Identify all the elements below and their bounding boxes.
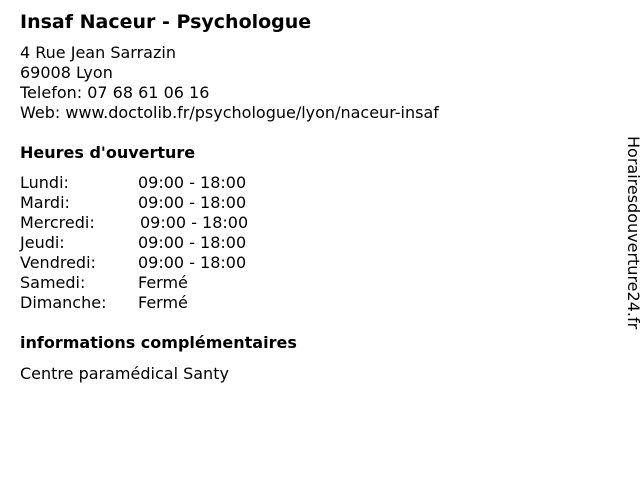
day-label: Dimanche: <box>20 293 107 312</box>
day-label: Vendredi: <box>20 253 96 272</box>
city-address: 69008 Lyon <box>20 63 113 82</box>
phone-number: Telefon: 07 68 61 06 16 <box>20 83 210 102</box>
hours-value: 09:00 - 18:00 <box>138 173 247 192</box>
day-label: Mercredi: <box>20 213 95 232</box>
day-label: Mardi: <box>20 193 70 212</box>
street-address: 4 Rue Jean Sarrazin <box>20 43 176 62</box>
hours-value: Fermé <box>138 273 188 292</box>
hours-value: 09:00 - 18:00 <box>140 213 249 232</box>
hours-value: 09:00 - 18:00 <box>138 253 247 272</box>
site-watermark: Horairesdouverture24.fr <box>624 136 643 330</box>
day-label: Jeudi: <box>20 233 65 252</box>
hours-value: 09:00 - 18:00 <box>138 233 247 252</box>
opening-hours-heading: Heures d'ouverture <box>20 143 196 162</box>
day-label: Lundi: <box>20 173 69 192</box>
business-name: Insaf Naceur - Psychologue <box>20 11 312 33</box>
hours-value: Fermé <box>138 293 188 312</box>
additional-info-text: Centre paramédical Santy <box>20 364 229 383</box>
hours-value: 09:00 - 18:00 <box>138 193 247 212</box>
additional-info-heading: informations complémentaires <box>20 333 297 352</box>
website-link: Web: www.doctolib.fr/psychologue/lyon/naceur-insaf <box>20 103 439 122</box>
day-label: Samedi: <box>20 273 86 292</box>
